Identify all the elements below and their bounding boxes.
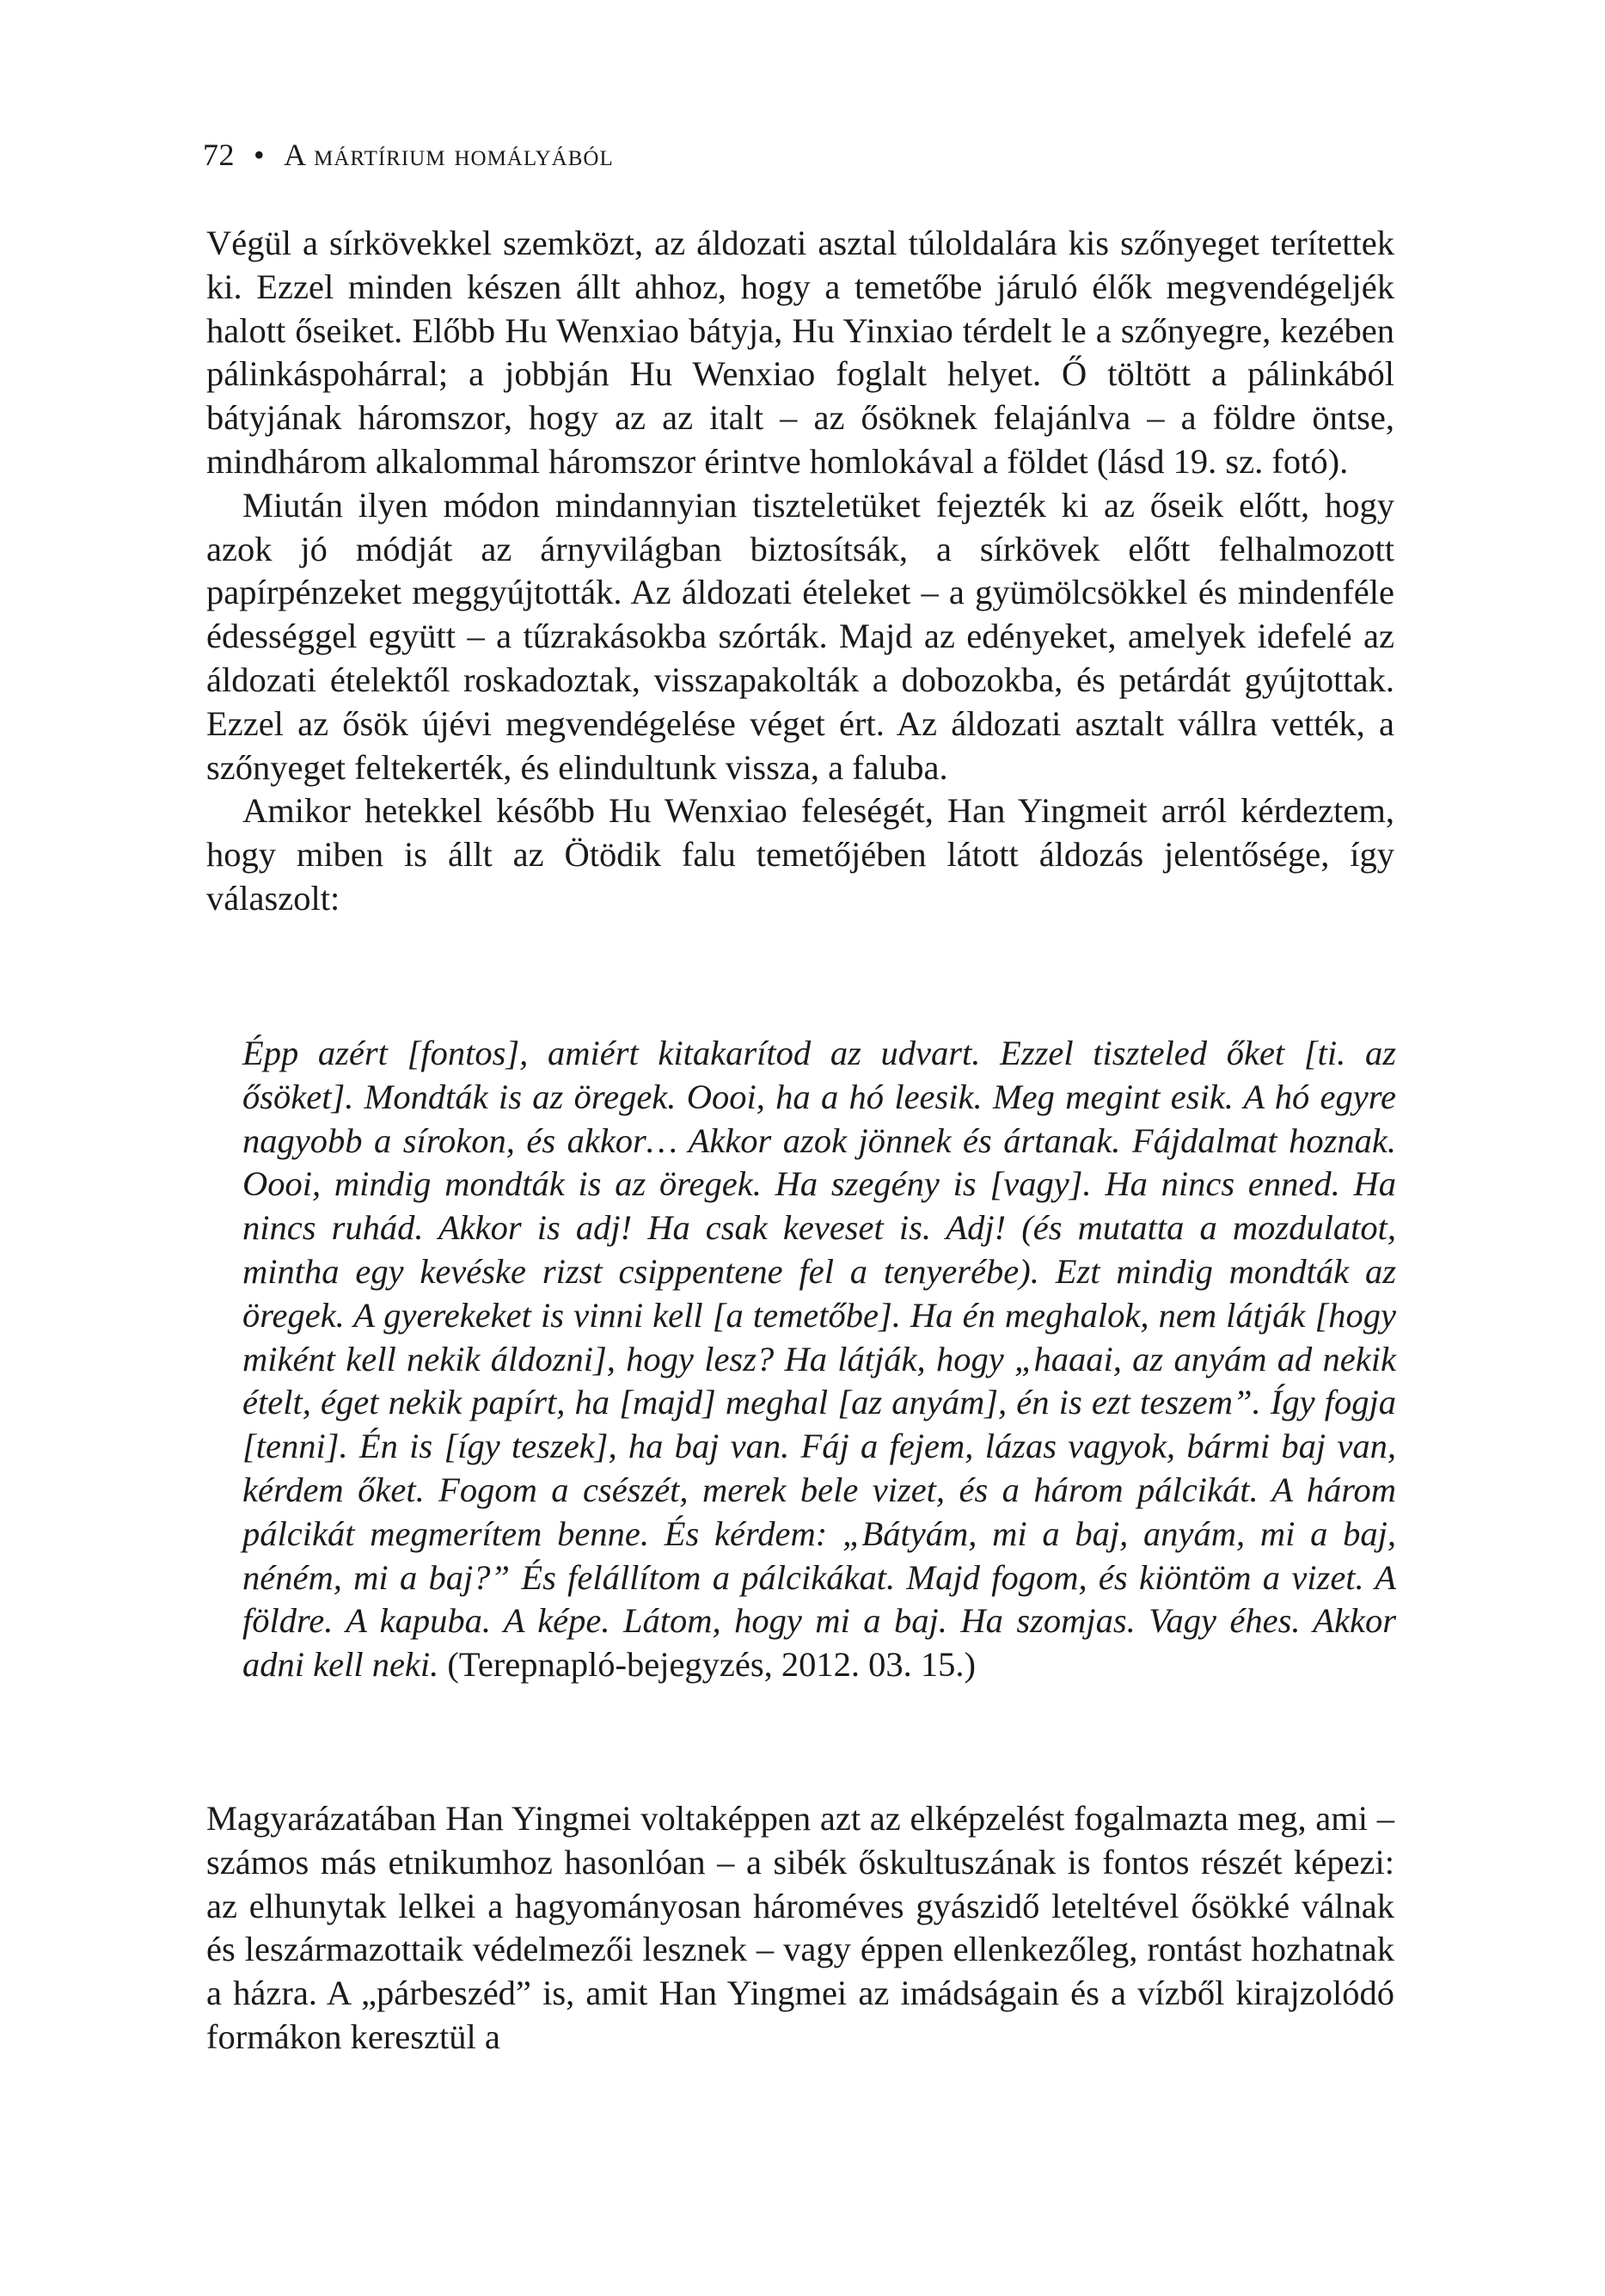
paragraph-2: Miután ilyen módon mindannyian tiszteletüket fejezték ki az őseik előtt, hogy azok jó módját az árnyvilágban biztosítsák, a sírkövek előtt felhalmozott papírpénzeket meggyújtották. Az áldozati ételeket – a gyümölcsökkel és mindenféle édességgel együtt – a tűzrakásokba szórták. Majd az edényeket, amelyek idefelé az áldozati ételektől roskadoztak, visszapakolták a dobozokba, és petárdát gyújtottak. Ezzel az ősök újévi megvendégelése véget ért. Az áldozati asztalt vállra vették, a szőnyeget feltekerték, és elindultunk vissza, a faluba. (206, 485, 1394, 787)
quote-citation: (Terepnapló-bejegyzés, 2012. 03. 15.) (438, 1645, 977, 1685)
header-bullet: • (254, 138, 266, 172)
running-title: A mártírium homályából (284, 138, 614, 172)
paragraph-1: Végül a sírkövekkel szemközt, az áldozati asztal túloldalára kis szőnyeget terítettek ki. Ezzel minden készen állt ahhoz, hogy a temetőbe járuló élők megvendégeljék halott őseiket. Előbb Hu Wenxiao bátyja, Hu Yinxiao térdelt le a szőnyegre, kezében pálinkáspohárral; a jobbján Hu Wenxiao foglalt helyet. Ő töltött a pálinkából bátyjának háromszor, hogy az az italt – az ősöknek felajánlva – a földre öntse, mindhárom alkalommal háromszor érintve homlokával a földet (lásd 19. sz. fotó). (206, 224, 1394, 481)
paragraph-3: Amikor hetekkel később Hu Wenxiao feleségét, Han Yingmeit arról kérdeztem, hogy miben is állt az Ötödik falu temetőjében látott áldozás jelentősége, így válaszolt: (206, 791, 1394, 918)
paragraph-4: Magyarázatában Han Yingmei voltaképpen azt az elképzelést fogalmazta meg, ami – számos más etnikumhoz hasonlóan – a sibék őskultuszának is fontos részét képezi: az elhunytak lelkei a hagyományosan hároméves gyászidő leteltével ősökké válnak és leszármazottaik védelmezői lesznek – vagy éppen ellenkezőleg, rontást hozhatnak a házra. A „párbeszéd” is, amit Han Yingmei az imádságain és a vízből kirajzolódó formákon keresztül a (206, 1799, 1394, 2056)
quote-text: Épp azért [fontos], amiért kitakarítod az udvart. Ezzel tiszteled őket [ti. az ősöket]. Mondták is az öregek. Oooi, ha a hó leesik. Meg megint esik. A hó egyre nagyobb a sírokon, és akkor… Akkor azok jönnek és ártanak. Fájdalmat hoznak. Oooi, mindig mondták is az öregek. Ha szegény is [vagy]. Ha nincs enned. Ha nincs ruhád. Akkor is adj! Ha csak keveset is. Adj! (és mutatta a mozdulatot, mintha egy kevéske rizst csippentene fel a tenyerébe). Ezt mindig mondták az öregek. A gyerekeket is vinni kell [a temetőbe]. Ha én meghalok, nem látják [hogy miként kell nekik áldozni], hogy lesz? Ha látják, hogy „haaai, az anyám ad nekik ételt, éget nekik papírt, ha [majd] meghal [az anyám], én is ezt teszem”. Így fogja [tenni]. Én is [így teszek], ha baj van. Fáj a fejem, lázas vagyok, bármi baj van, kérdem őket. Fogom a csészét, merek bele vizet, és a három pálcikát. A három pálcikát megmerítem benne. És kérdem: „Bátyám, mi a baj, anyám, mi a baj, néném, mi a baj?” És felállítom a pálcikákat. Majd fogom, és kiöntöm a vizet. A földre. A kapuba. A képe. Látom, hogy mi a baj. Ha szomjas. Vagy éhes. Akkor adni kell neki. (242, 1034, 1396, 1685)
running-header (203, 136, 614, 174)
page-number: 72 (203, 138, 235, 172)
block-quote (242, 1032, 1396, 1687)
body-text-bottom (206, 1797, 1394, 2060)
body-text-top (206, 222, 1394, 921)
